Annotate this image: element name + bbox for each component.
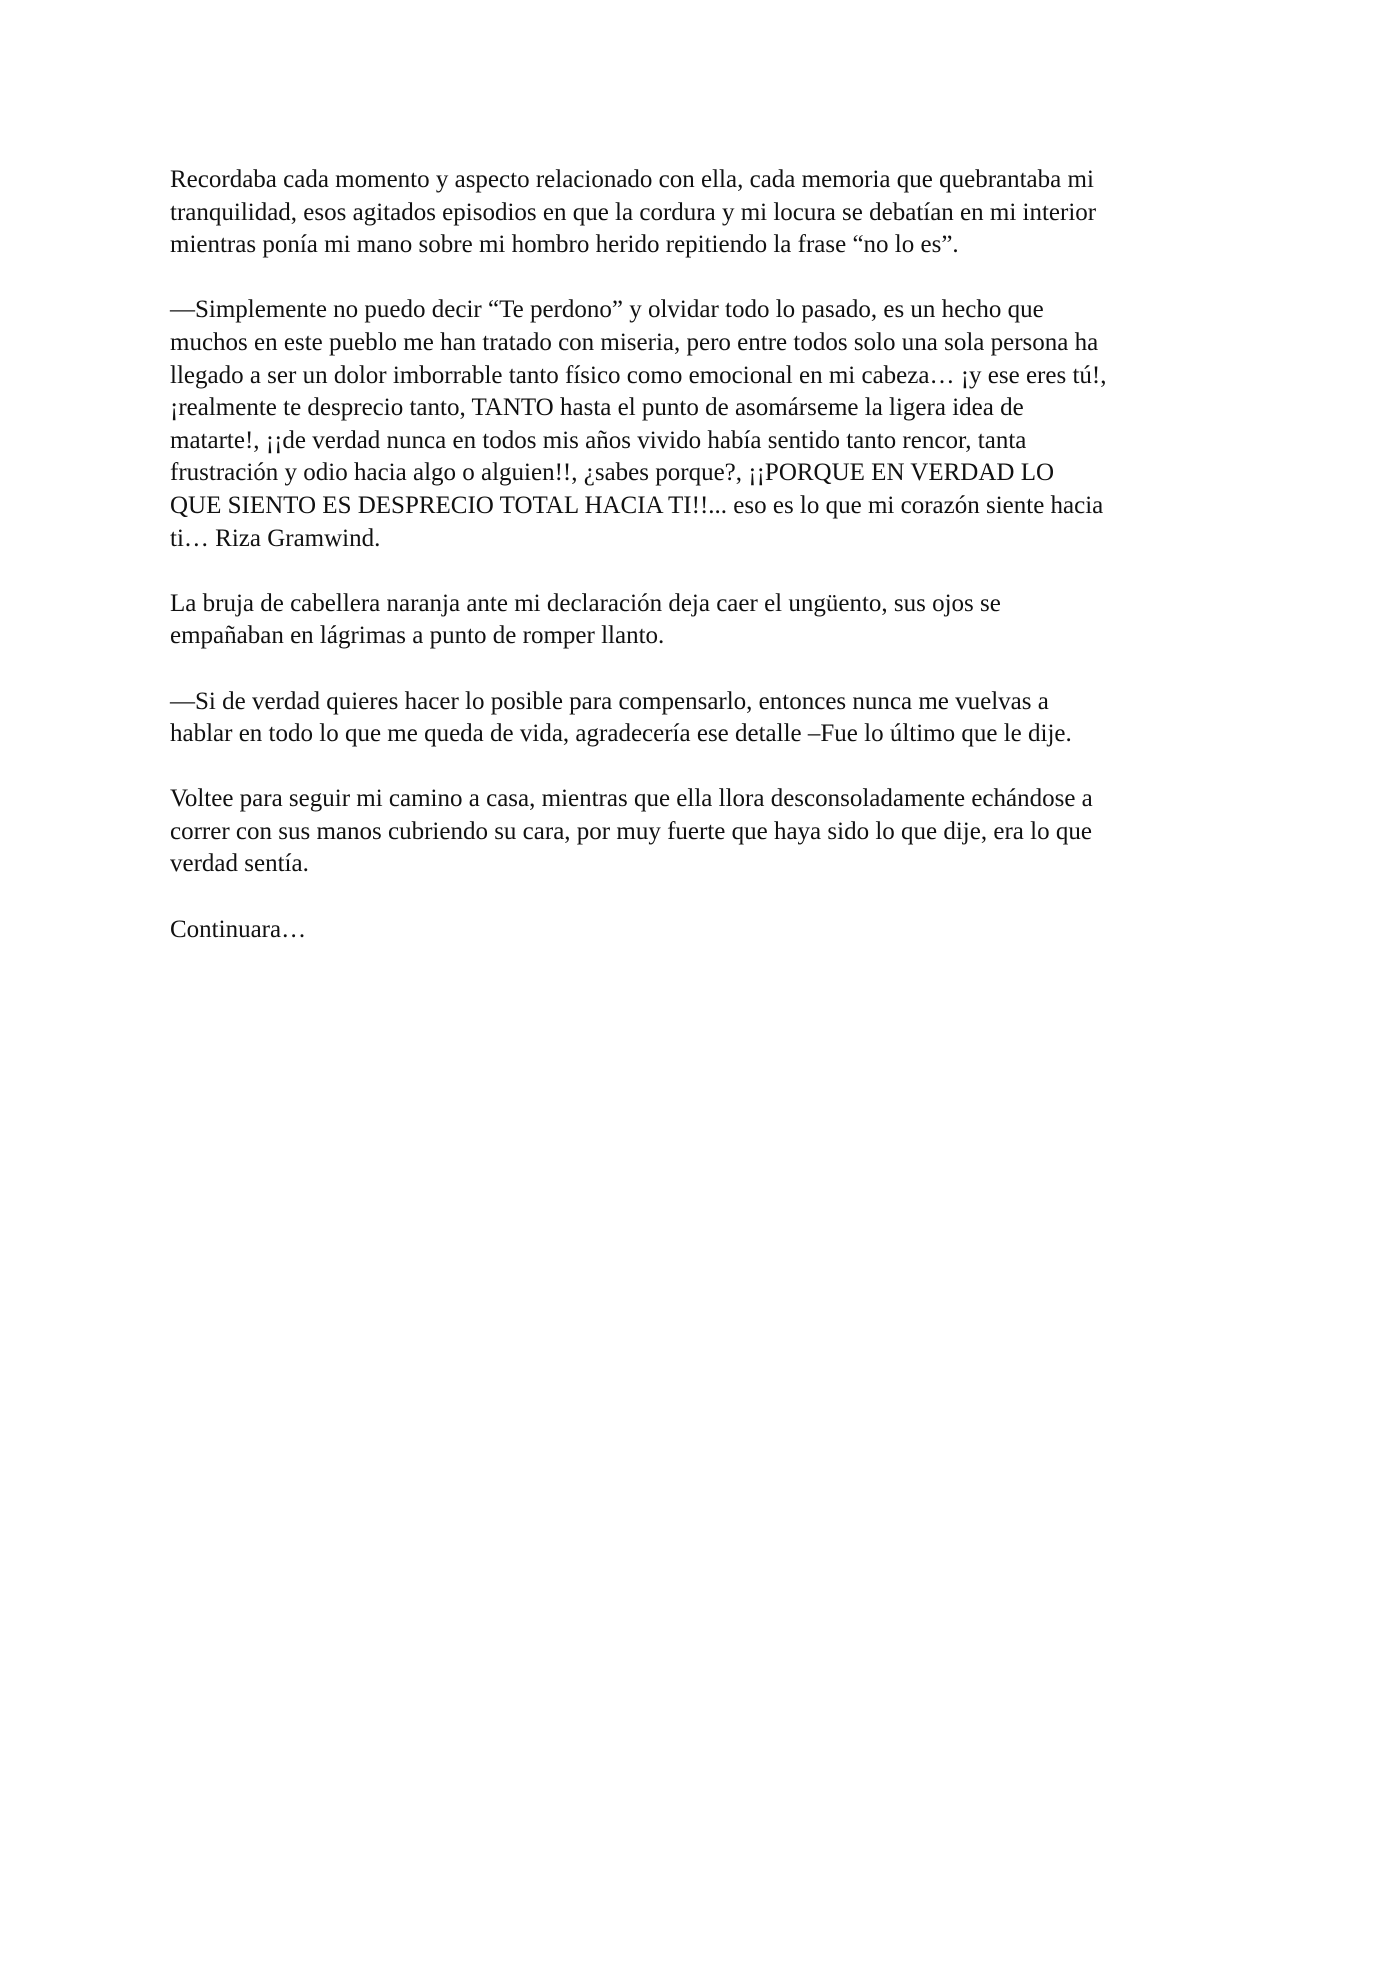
paragraph-walking-away: Voltee para seguir mi camino a casa, mientras que ella llora desconsoladamente echándose a correr con sus manos cubriendo su cara, por muy fuerte que haya sido lo que dije, era lo que verdad sentía. xyxy=(170,785,1093,878)
paragraph-witch-reaction: La bruja de cabellera naranja ante mi declaración deja caer el ungüento, sus ojos se empañaban en lágrimas a punto de romper llanto. xyxy=(170,589,1001,650)
paragraph-dialogue-contempt: —Simplemente no puedo decir “Te perdono” y olvidar todo lo pasado, es un hecho que muchos en este pueblo me han tratado con miseria, pero entre todos solo una sola persona ha llegado a ser un dolor imborrable tanto físico como emocional en mi cabeza… ¡y ese eres tú!, ¡realmente te desprecio tanto, TANTO hasta el punto de asomárseme la ligera idea de matarte!, ¡¡de verdad nunca en todos mis años vivido había sentido tanto rencor, tanta frustración y odio hacia algo o alguien!!, ¿sabes porque?, ¡¡PORQUE EN VERDAD LO QUE SIENTO ES DESPRECIO TOTAL HACIA TI!!... eso es lo que mi corazón siente hacia ti… Riza Gramwind. xyxy=(170,296,1107,552)
body-text xyxy=(170,164,1240,979)
paragraph-continuara: Continuara… xyxy=(170,915,307,943)
paragraph-memories: Recordaba cada momento y aspecto relacionado con ella, cada memoria que quebrantaba mi tranquilidad, esos agitados episodios en que la cordura y mi locura se debatían en mi interior mientras ponía mi mano sobre mi hombro herido repitiendo la frase “no lo es”. xyxy=(170,166,1097,259)
paragraph-dialogue-request: —Si de verdad quieres hacer lo posible para compensarlo, entonces nunca me vuelvas a hablar en todo lo que me queda de vida, agradecería ese detalle –Fue lo último que le dije. xyxy=(170,687,1072,748)
